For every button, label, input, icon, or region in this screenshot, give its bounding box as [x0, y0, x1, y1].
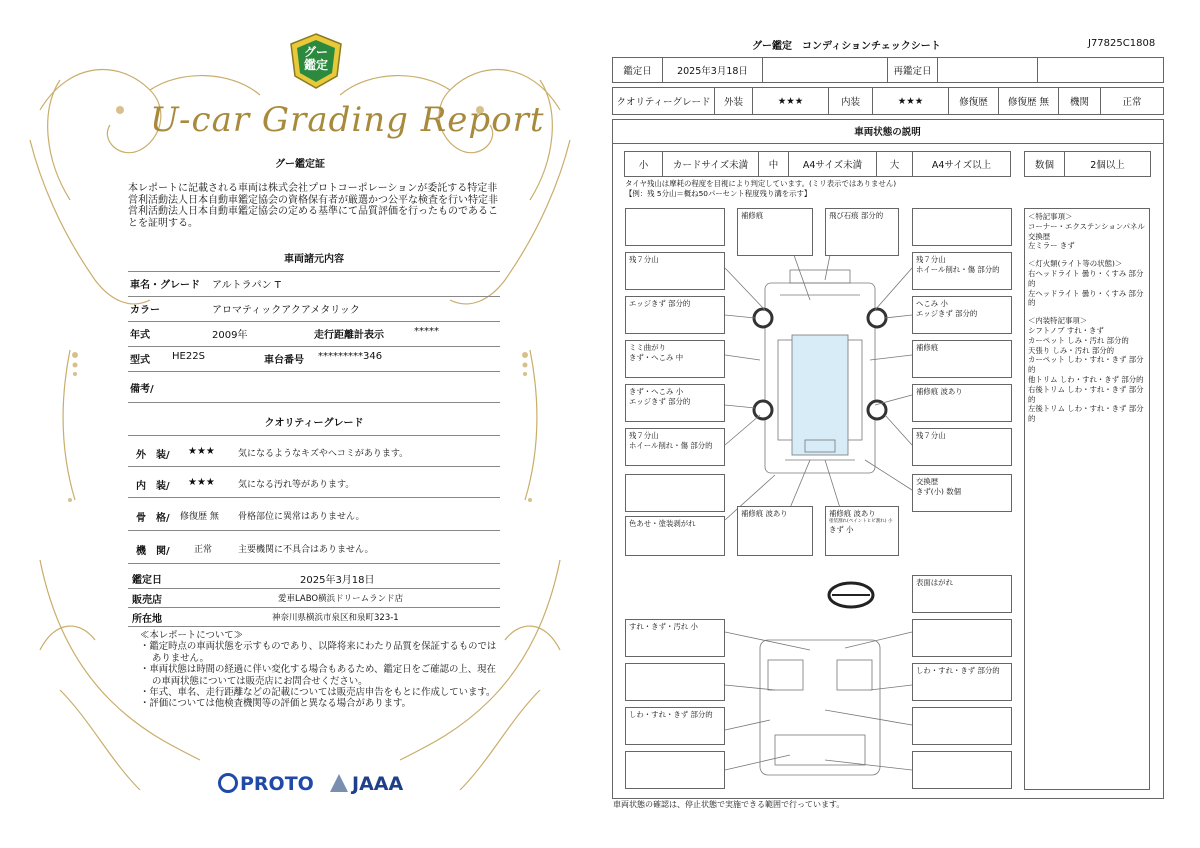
side-note-line: 天張り しみ・汚れ 部分的: [1028, 345, 1114, 355]
damage-box-r3: へこみ 小 エッジきず 部分的: [912, 296, 1012, 334]
side-note-line: カーペット しみ・汚れ 部分的: [1028, 335, 1129, 345]
spec-row-remarks: [128, 372, 500, 403]
grade-row-frame: [128, 498, 500, 531]
name-label: 車名・グレード: [130, 280, 200, 291]
size-large: 大: [877, 152, 913, 176]
size-legend: [624, 151, 1011, 177]
damage-box-l2: 残７分山: [625, 252, 725, 290]
damage-box-r5: 補修痕 波あり: [912, 384, 1012, 422]
side-note-line: ＜灯火類(ライト等の状態)＞: [1028, 259, 1123, 269]
grade-heading: クオリティーグレード: [264, 418, 364, 429]
damage-box-r6: 残７分山: [912, 428, 1012, 466]
date-label: 鑑定日: [613, 58, 663, 82]
damage-box-i4: [625, 751, 725, 789]
name-value: アルトラパン T: [212, 280, 281, 291]
color-value: アロマティックアクアメタリック: [212, 305, 360, 316]
side-note-line: 左ミラー きず: [1028, 241, 1075, 251]
damage-box-l3: エッジきず 部分的: [625, 296, 725, 334]
year-value: 2009年: [212, 330, 248, 341]
certificate-heading: グー鑑定証: [275, 159, 325, 170]
report-notes: [140, 630, 500, 710]
tire-note-line2: 【例：残 5分山＝概ね50パーセント程度残り溝を示す】: [625, 189, 812, 198]
notes-title: ≪本レポートについて≫: [140, 630, 243, 641]
damage-box-b2-text: 補修痕 波あり: [829, 509, 876, 518]
proto-logo-text: PROTO: [240, 773, 314, 795]
certificate-statement: 本レポートに記載される車両は株式会社プロトコーポレーションが委託する特定非営利活動法人日本自動車鑑定協会の資格保有者が厳選かつ公平な検査を行い特定非営利活動法人日本自動車鑑定協会の定める基準にて品質評価を行ったものであることを証明する。: [128, 183, 498, 229]
size-small: 小: [625, 152, 663, 176]
side-note-line: ＜内装特記事項＞: [1028, 316, 1088, 326]
report-title: U-car Grading Report: [150, 100, 545, 140]
damage-box-l7: [625, 474, 725, 512]
spec-heading: 車両諸元内容: [284, 254, 344, 265]
damage-box-b2-small: 塗装割れ(ペイントヒビ割れ) 小: [829, 519, 893, 524]
color-label: カラー: [130, 305, 160, 316]
size-small-desc: カードサイズ未満: [663, 152, 759, 176]
sheet-footer: 車両状態の確認は、停止状態で実施できる範囲で行っています。: [613, 800, 845, 809]
document-id: J77825C1808: [1088, 38, 1156, 49]
note-item: ・鑑定時点の車両状態を示すものであり、以降将来にわたり品質を保証するものではありません。: [140, 641, 497, 664]
size-mid-desc: A4サイズ未満: [789, 152, 877, 176]
damage-box-i8: [912, 751, 1012, 789]
damage-box-l1: [625, 208, 725, 246]
date-value: 2025年3月18日: [300, 575, 375, 586]
count-label: 数個: [1025, 152, 1065, 176]
sheet-title: グー鑑定 コンディションチェックシート: [752, 41, 941, 52]
damage-box-l5: きず・へこみ 小 エッジきず 部分的: [625, 384, 725, 422]
damage-box-top2: 飛び石痕 部分的: [825, 208, 899, 256]
side-note-line: 右ヘッドライト 曇り・くすみ 部分的: [1028, 268, 1144, 288]
interior-text: 気になる汚れ等があります。: [238, 480, 355, 490]
tire-note-line1: タイヤ残山は摩耗の程度を目視により判定しています。(ミリ表示ではありません): [625, 179, 897, 188]
state-heading: 車両状態の説明: [612, 119, 1163, 144]
damage-box-top1: 補修痕: [737, 208, 813, 256]
exterior-stars: ★★★: [753, 88, 829, 114]
date-label: 鑑定日: [132, 575, 162, 586]
side-note-line: コーナー・エクステンションパネル: [1028, 221, 1145, 231]
badge-text: グー 鑑定: [303, 45, 328, 72]
date-row: [612, 57, 1164, 83]
frame-text: 骨格部位に異常はありません。: [238, 512, 365, 522]
address-value: 神奈川県横浜市泉区和泉町323-1: [272, 613, 399, 623]
damage-box-b2: [825, 506, 899, 556]
date-value: 2025年3月18日: [663, 58, 763, 82]
proto-logo: [218, 773, 314, 795]
damage-box-i5: [912, 619, 1012, 657]
jaaa-logo: [330, 773, 403, 795]
spec-row-color: [128, 297, 500, 322]
damage-box-i1: すれ・きず・汚れ 小: [625, 619, 725, 657]
damage-box-b1: 補修痕 波あり: [737, 506, 813, 556]
damage-box-r1: [912, 208, 1012, 246]
damage-box-l4: ミミ曲がり きず・へこみ 中: [625, 340, 725, 378]
info-row-date: [128, 566, 500, 589]
grade-row-engine: [128, 531, 500, 564]
note-item: ・車両状態は時間の経過に伴い変化する場合もあるため、鑑定日をご確認の上、現在の車両状態については販売店にお問合せください。: [140, 664, 496, 687]
steering-wheel-icon: [829, 583, 873, 607]
year-label: 年式: [130, 330, 150, 341]
size-large-desc: A4サイズ以上: [931, 160, 992, 171]
engine-text: 主要機関に不具合はありません。: [238, 545, 374, 555]
side-note-line: 交換歴: [1028, 231, 1051, 241]
shop-label: 販売店: [132, 595, 162, 606]
exterior-text: 気になるようなキズやヘコミがあります。: [238, 449, 409, 459]
jaaa-mark-icon: [330, 774, 348, 792]
damage-box-l8: 色あせ・塗装剥がれ: [625, 516, 725, 556]
exterior-label: 外 装/: [136, 450, 170, 461]
side-note-line: 右後トリム しわ・すれ・きず 部分的: [1028, 384, 1144, 404]
note-item: ・評価については他検査機関等の評価と異なる場合があります。: [140, 698, 411, 710]
repair-value: 修復歴 無: [999, 88, 1059, 114]
redate-label: 再鑑定日: [888, 58, 938, 82]
model-label: 型式: [130, 355, 150, 366]
grade-row-interior: [128, 467, 500, 498]
side-note-line: シフトノブ すれ・きず: [1028, 325, 1104, 335]
interior-label: 内 装/: [136, 481, 170, 492]
side-note-line: カーペット しわ・すれ・きず 部分的: [1028, 355, 1144, 375]
damage-box-r4: 補修痕: [912, 340, 1012, 378]
size-mid: 中: [759, 152, 789, 176]
jaaa-logo-text: JAAA: [352, 773, 404, 795]
goo-appraisal-badge: [287, 32, 345, 90]
exterior-stars: ★★★: [188, 446, 215, 457]
frame-value: 修復歴 無: [180, 512, 219, 522]
address-label: 所在地: [132, 614, 162, 625]
chassis-label: 車台番号: [264, 355, 304, 366]
engine-value: 正常: [194, 545, 213, 555]
engine-label: 機関: [1059, 88, 1101, 114]
interior-stars: ★★★: [873, 88, 949, 114]
damage-box-steering: 表面はがれ: [912, 575, 1012, 613]
engine-label: 機 関/: [136, 546, 170, 557]
proto-mark-icon: [218, 773, 238, 793]
shop-value: 愛車LABO横浜ドリームランド店: [278, 594, 404, 604]
frame-label: 骨 格/: [136, 513, 170, 524]
damage-box-i3: しわ・すれ・きず 部分的: [625, 707, 725, 745]
grade-label: クオリティーグレード: [613, 88, 715, 114]
repair-label: 修復歴: [949, 88, 999, 114]
grade-row-exterior: [128, 436, 500, 467]
count-desc: 2個以上: [1090, 160, 1125, 171]
damage-box-i7: [912, 707, 1012, 745]
special-notes-panel: [1024, 208, 1150, 790]
side-note-line: 他トリム しわ・すれ・きず 部分的: [1028, 374, 1144, 384]
damage-box-r7: 交換歴 きず(小) 数個: [912, 474, 1012, 512]
mileage-value: *****: [414, 326, 439, 337]
spec-row-model: [128, 347, 500, 372]
interior-label: 内装: [829, 88, 873, 114]
damage-box-l6: 残７分山 ホイール削れ・傷 部分的: [625, 428, 725, 466]
side-note-line: 左後トリム しわ・すれ・きず 部分的: [1028, 404, 1144, 424]
damage-box-i6: しわ・すれ・きず 部分的: [912, 663, 1012, 701]
damage-box-i2: [625, 663, 725, 701]
engine-value: 正常: [1122, 97, 1142, 108]
spec-row-year: [128, 322, 500, 347]
exterior-label: 外装: [715, 88, 753, 114]
model-value: HE22S: [172, 351, 205, 362]
info-row-address: [128, 608, 500, 627]
note-item: ・年式、車名、走行距離などの記載については販売店申告をもとに作成しています。: [140, 687, 496, 699]
spec-row-name: [128, 272, 500, 297]
damage-box-r2: 残７分山 ホイール削れ・傷 部分的: [912, 252, 1012, 290]
side-note-line: ＜特記事項＞: [1028, 212, 1073, 221]
count-legend: [1024, 151, 1151, 177]
remarks-label: 備考/: [130, 384, 154, 395]
chassis-value: *********346: [318, 351, 383, 362]
damage-box-b2-tail: きず 小: [829, 525, 854, 534]
interior-stars: ★★★: [188, 477, 215, 488]
mileage-label: 走行距離計表示: [314, 330, 384, 341]
side-note-line: 左ヘッドライト 曇り・くすみ 部分的: [1028, 288, 1144, 308]
info-row-shop: [128, 589, 500, 608]
grade-row: [612, 87, 1164, 115]
